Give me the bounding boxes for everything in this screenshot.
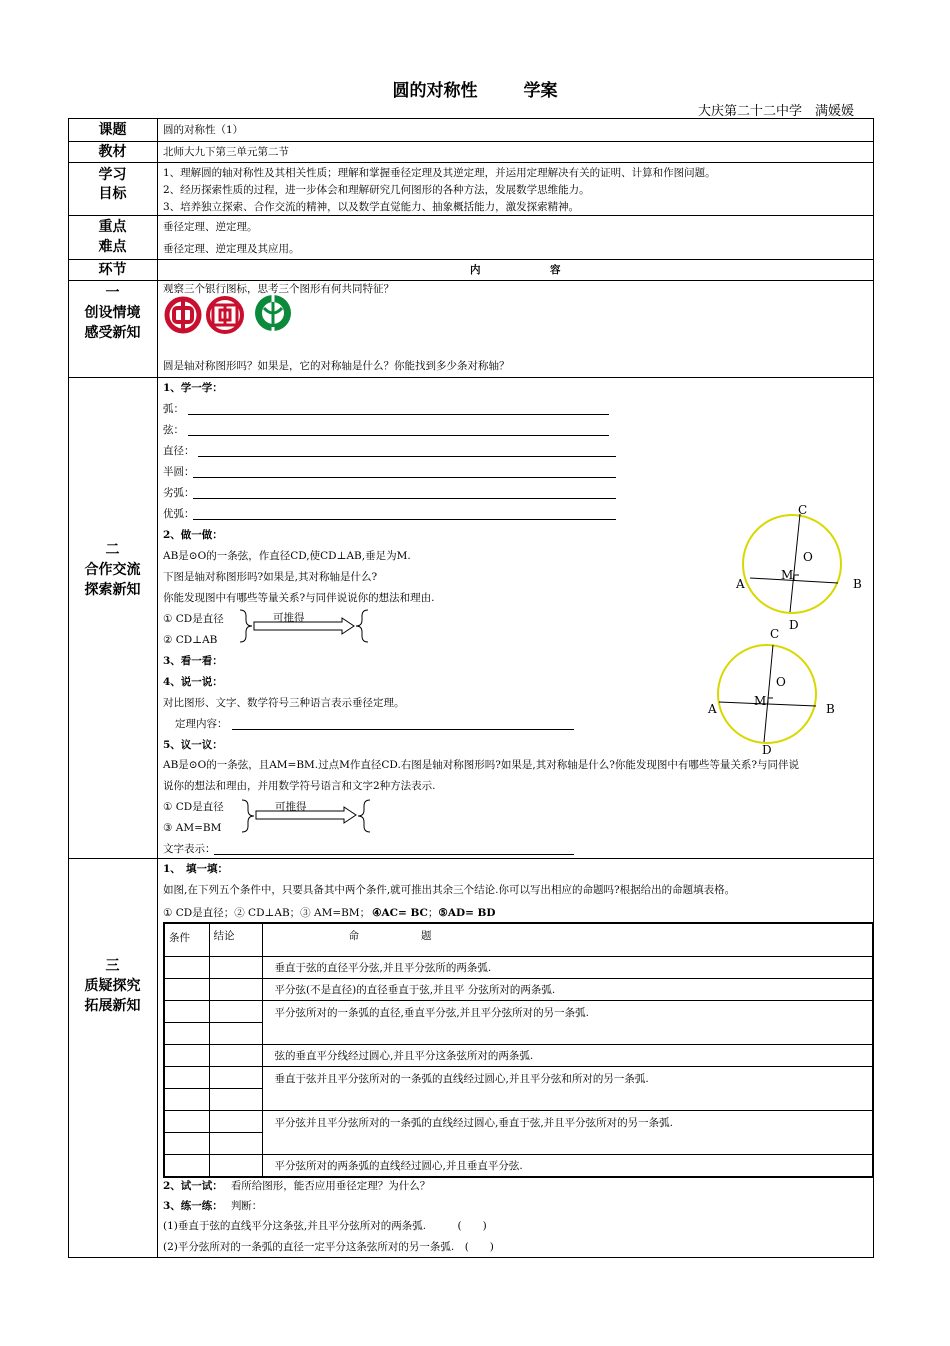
answer-line[interactable] (214, 854, 574, 855)
condition-cell[interactable] (164, 1023, 209, 1045)
header-condition: 条件 (164, 923, 209, 957)
learn-title: 1、学一学： (163, 382, 223, 394)
condition-3: ① CD是直径 (163, 801, 224, 813)
table-header-row (164, 923, 873, 957)
infer-arrow-2 (232, 796, 377, 836)
key-value: 垂径定理、逆定理。 (163, 221, 258, 233)
header-prop-b: 题 (421, 930, 432, 942)
proposition-cell: 平分弦(不是直径)的直径垂直于弦,并且平 分弦所对的两条弧. (262, 979, 873, 1001)
do-line: 你能发现图中有哪些等量关系?与同伴说说你的想法和理由. (163, 592, 435, 604)
do-title: 2、做一做： (163, 529, 223, 541)
text-label: 文字表示： (163, 843, 216, 855)
content-header-b: 容 (550, 264, 561, 276)
table-row (164, 1155, 873, 1178)
goal-item: 3、培养独立探索、合作交流的精神，以及数学直觉能力、抽象概括能力，激发探索精神。 (163, 201, 580, 213)
section2-label-3: 探索新知 (84, 582, 141, 598)
table-row (164, 1001, 873, 1023)
conclusion-cell[interactable] (209, 1067, 262, 1089)
term-label: 弧： (163, 403, 184, 415)
conclusion-cell[interactable] (209, 1133, 262, 1155)
answer-line[interactable] (188, 435, 609, 436)
judge-item: (2)平分弦所对的一条弧的直径一定平分这条弦所对的另一条弧. ( ) (163, 1241, 494, 1253)
abc-logo (255, 295, 291, 331)
phase-label: 环节 (98, 262, 127, 278)
section1-label-2: 创设情境 (84, 305, 141, 321)
table-row (164, 1067, 873, 1089)
section1-label-3: 感受新知 (84, 325, 141, 341)
term-label: 弦： (163, 424, 184, 436)
discuss-line: 说你的想法和理由，并用数学符号语言和文字2种方法表示. (163, 780, 436, 792)
term-label: 劣弧： (163, 487, 195, 499)
title-main: 圆的对称性 (392, 81, 478, 101)
header-prop-a: 命 (348, 930, 359, 942)
table-row (164, 957, 873, 979)
column-divider (157, 118, 158, 1258)
condition-cell[interactable] (164, 1045, 209, 1067)
point-label: A (708, 702, 717, 716)
content-header-a: 内 (470, 264, 481, 276)
answer-line[interactable] (193, 519, 616, 520)
conclusion-cell[interactable] (209, 957, 262, 979)
answer-line[interactable] (188, 414, 609, 415)
point-label: O (803, 550, 813, 564)
proposition-cell: 平分弦所对的两条弧的直线经过圆心,并且垂直平分弦. (262, 1155, 873, 1178)
table-row (164, 1111, 873, 1133)
condition-1: ① CD是直径 (163, 613, 224, 625)
try-title: 2、试一试： (163, 1180, 223, 1192)
say-title: 4、说一说： (163, 676, 223, 688)
do-line: 下图是轴对称图形吗?如果是,其对称轴是什么? (163, 571, 378, 583)
condition-2: ② CD⊥AB (163, 634, 218, 646)
point-label: B (853, 577, 862, 591)
section2-label-2: 合作交流 (84, 562, 141, 578)
infer-arrow (230, 606, 375, 646)
point-label: C (770, 627, 780, 641)
section1-question: 圆是轴对称图形吗？如果是，它的对称轴是什么？你能找到多少条对称轴？ (163, 360, 510, 372)
point-label: M (754, 694, 767, 708)
point-label: O (776, 675, 786, 689)
goals-label-2: 目标 (98, 186, 127, 202)
section3-label-2: 质疑探究 (84, 978, 141, 994)
conclusion-cell[interactable] (209, 1111, 262, 1133)
row-divider (68, 259, 874, 260)
fill-title: 1、 填一填： (163, 863, 229, 875)
point-label: C (798, 503, 808, 517)
answer-line[interactable] (198, 456, 616, 457)
point-label: B (826, 702, 835, 716)
section3-label-3: 拓展新知 (84, 998, 141, 1014)
point-label: D (762, 743, 772, 757)
circle-figure-1 (728, 498, 868, 638)
icbc-logo (208, 298, 242, 332)
condition-arc-2: ⑤AD= BD (438, 907, 496, 919)
discuss-title: 5、议一议： (163, 739, 223, 751)
proposition-cell: 平分弦并且平分弦所对的一条弧的直线经过圆心,垂直于弦,并且平分弦所对的另一条弧. (262, 1111, 873, 1155)
practice-line (163, 1199, 262, 1213)
header-conclusion: 结论 (209, 923, 262, 957)
infer-label: 可推得 (273, 612, 305, 624)
conclusion-cell[interactable] (209, 1045, 262, 1067)
fill-line: 如图,在下列五个条件中，只要具备其中两个条件,就可推出其余三个结论.你可以写出相应的命题吗?根据给出的命题填表格。 (163, 884, 736, 896)
conclusion-cell[interactable] (209, 1155, 262, 1178)
bank-of-china-logo (167, 297, 199, 333)
row-divider (68, 377, 874, 378)
difficult-value: 垂径定理、逆定理及其应用。 (163, 243, 300, 255)
condition-cell[interactable] (164, 1001, 209, 1023)
conditions-a: ① CD是直径；② CD⊥AB；③ AM=BM； (163, 907, 371, 919)
conclusion-cell[interactable] (209, 1023, 262, 1045)
section3-label-1: 三 (105, 958, 120, 974)
row-divider (68, 162, 874, 163)
term-label: 优弧： (163, 508, 195, 520)
goal-item: 1、理解圆的轴对称性及其相关性质；理解和掌握垂径定理及其逆定理，并运用定理解决有关的证明、计算和作图问题。 (163, 167, 716, 179)
proposition-cell: 垂直于弦并且平分弦所对的一条弧的直线经过圆心,并且平分弦和所对的另一条弧. (262, 1067, 873, 1111)
lesson-label: 课题 (98, 122, 127, 138)
section2-label-1: 二 (105, 542, 120, 558)
section1-label-1: 一 (105, 285, 120, 301)
theorem-label: 定理内容： (175, 718, 228, 730)
condition-cell[interactable] (164, 1067, 209, 1089)
answer-line[interactable] (193, 498, 616, 499)
proposition-table (163, 922, 874, 1178)
conclusion-cell[interactable] (209, 1001, 262, 1023)
term-label: 半圆： (163, 466, 195, 478)
condition-cell[interactable] (164, 1133, 209, 1155)
point-label: D (789, 618, 799, 632)
condition-cell[interactable] (164, 1089, 209, 1111)
discuss-line: AB是⊙O的一条弦，且AM=BM.过点M作直径CD.右图是轴对称图形吗?如果是,其对称轴是什么?你能发现图中有哪些等量关系?与同伴说 (163, 759, 800, 771)
table-row (164, 1045, 873, 1067)
condition-cell[interactable] (164, 1155, 209, 1178)
goal-item: 2、经历探索性质的过程，进一步体会和理解研究几何图形的各种方法，发展数学思维能力。 (163, 184, 590, 196)
row-divider (68, 215, 874, 216)
do-line: AB是⊙O的一条弦，作直径CD,使CD⊥AB,垂足为M. (163, 550, 411, 562)
section1-prompt: 观察三个银行图标，思考三个图形有何共同特征？ (163, 283, 394, 295)
school-author: 大庆第二十二中学 满媛媛 (697, 104, 854, 119)
row-divider (68, 280, 874, 281)
condition-cell[interactable] (164, 957, 209, 979)
conditions-line: ① CD是直径；② CD⊥AB；③ AM=BM； ④AC= BC；⑤AD= BD (163, 907, 496, 919)
conclusion-cell[interactable] (209, 1089, 262, 1111)
practice-text: 判断： (230, 1200, 263, 1212)
look-title: 3、看一看： (163, 655, 223, 667)
practice-title: 3、练一练： (163, 1200, 223, 1212)
term-label: 直径： (163, 445, 195, 457)
table-row (164, 979, 873, 1001)
header-proposition (262, 923, 873, 957)
page-title (0, 76, 950, 101)
textbook-value: 北师大九下第三单元第二节 (163, 146, 289, 158)
condition-arc-1: ④AC= BC (372, 907, 428, 919)
proposition-cell: 弦的垂直平分线经过圆心,并且平分这条弦所对的两条弧. (262, 1045, 873, 1067)
answer-line[interactable] (193, 477, 616, 478)
row-divider (68, 141, 874, 142)
judge-item: (1)垂直于弦的直线平分这条弦,并且平分弦所对的两条弧. ( ) (163, 1220, 487, 1232)
condition-cell[interactable] (164, 1111, 209, 1133)
row-divider (68, 858, 874, 859)
proposition-cell: 垂直于弦的直径平分弦,并且平分弦所的两条弧. (262, 957, 873, 979)
key-label: 重点 (98, 219, 127, 235)
say-line: 对比图形、文字、数学符号三种语言表示垂径定理。 (163, 697, 405, 709)
lesson-value: 圆的对称性（1） (163, 124, 244, 136)
try-line (163, 1179, 430, 1193)
textbook-label: 教材 (98, 144, 127, 160)
try-text: 看所给图形，能否应用垂径定理？为什么？ (230, 1180, 431, 1192)
title-sub: 学案 (523, 81, 558, 101)
condition-4: ③ AM=BM (163, 822, 222, 834)
conclusion-cell[interactable] (209, 979, 262, 1001)
proposition-cell: 平分弦所对的一条弧的直径,垂直平分弦,并且平分弦所对的另一条弧. (262, 1001, 873, 1045)
difficult-label: 难点 (98, 239, 127, 255)
bank-logos (163, 294, 303, 340)
point-label: M (781, 568, 794, 582)
goals-label-1: 学习 (98, 167, 127, 183)
infer-label-2: 可推得 (275, 801, 307, 813)
condition-cell[interactable] (164, 979, 209, 1001)
point-label: A (736, 577, 745, 591)
answer-line[interactable] (232, 729, 574, 730)
